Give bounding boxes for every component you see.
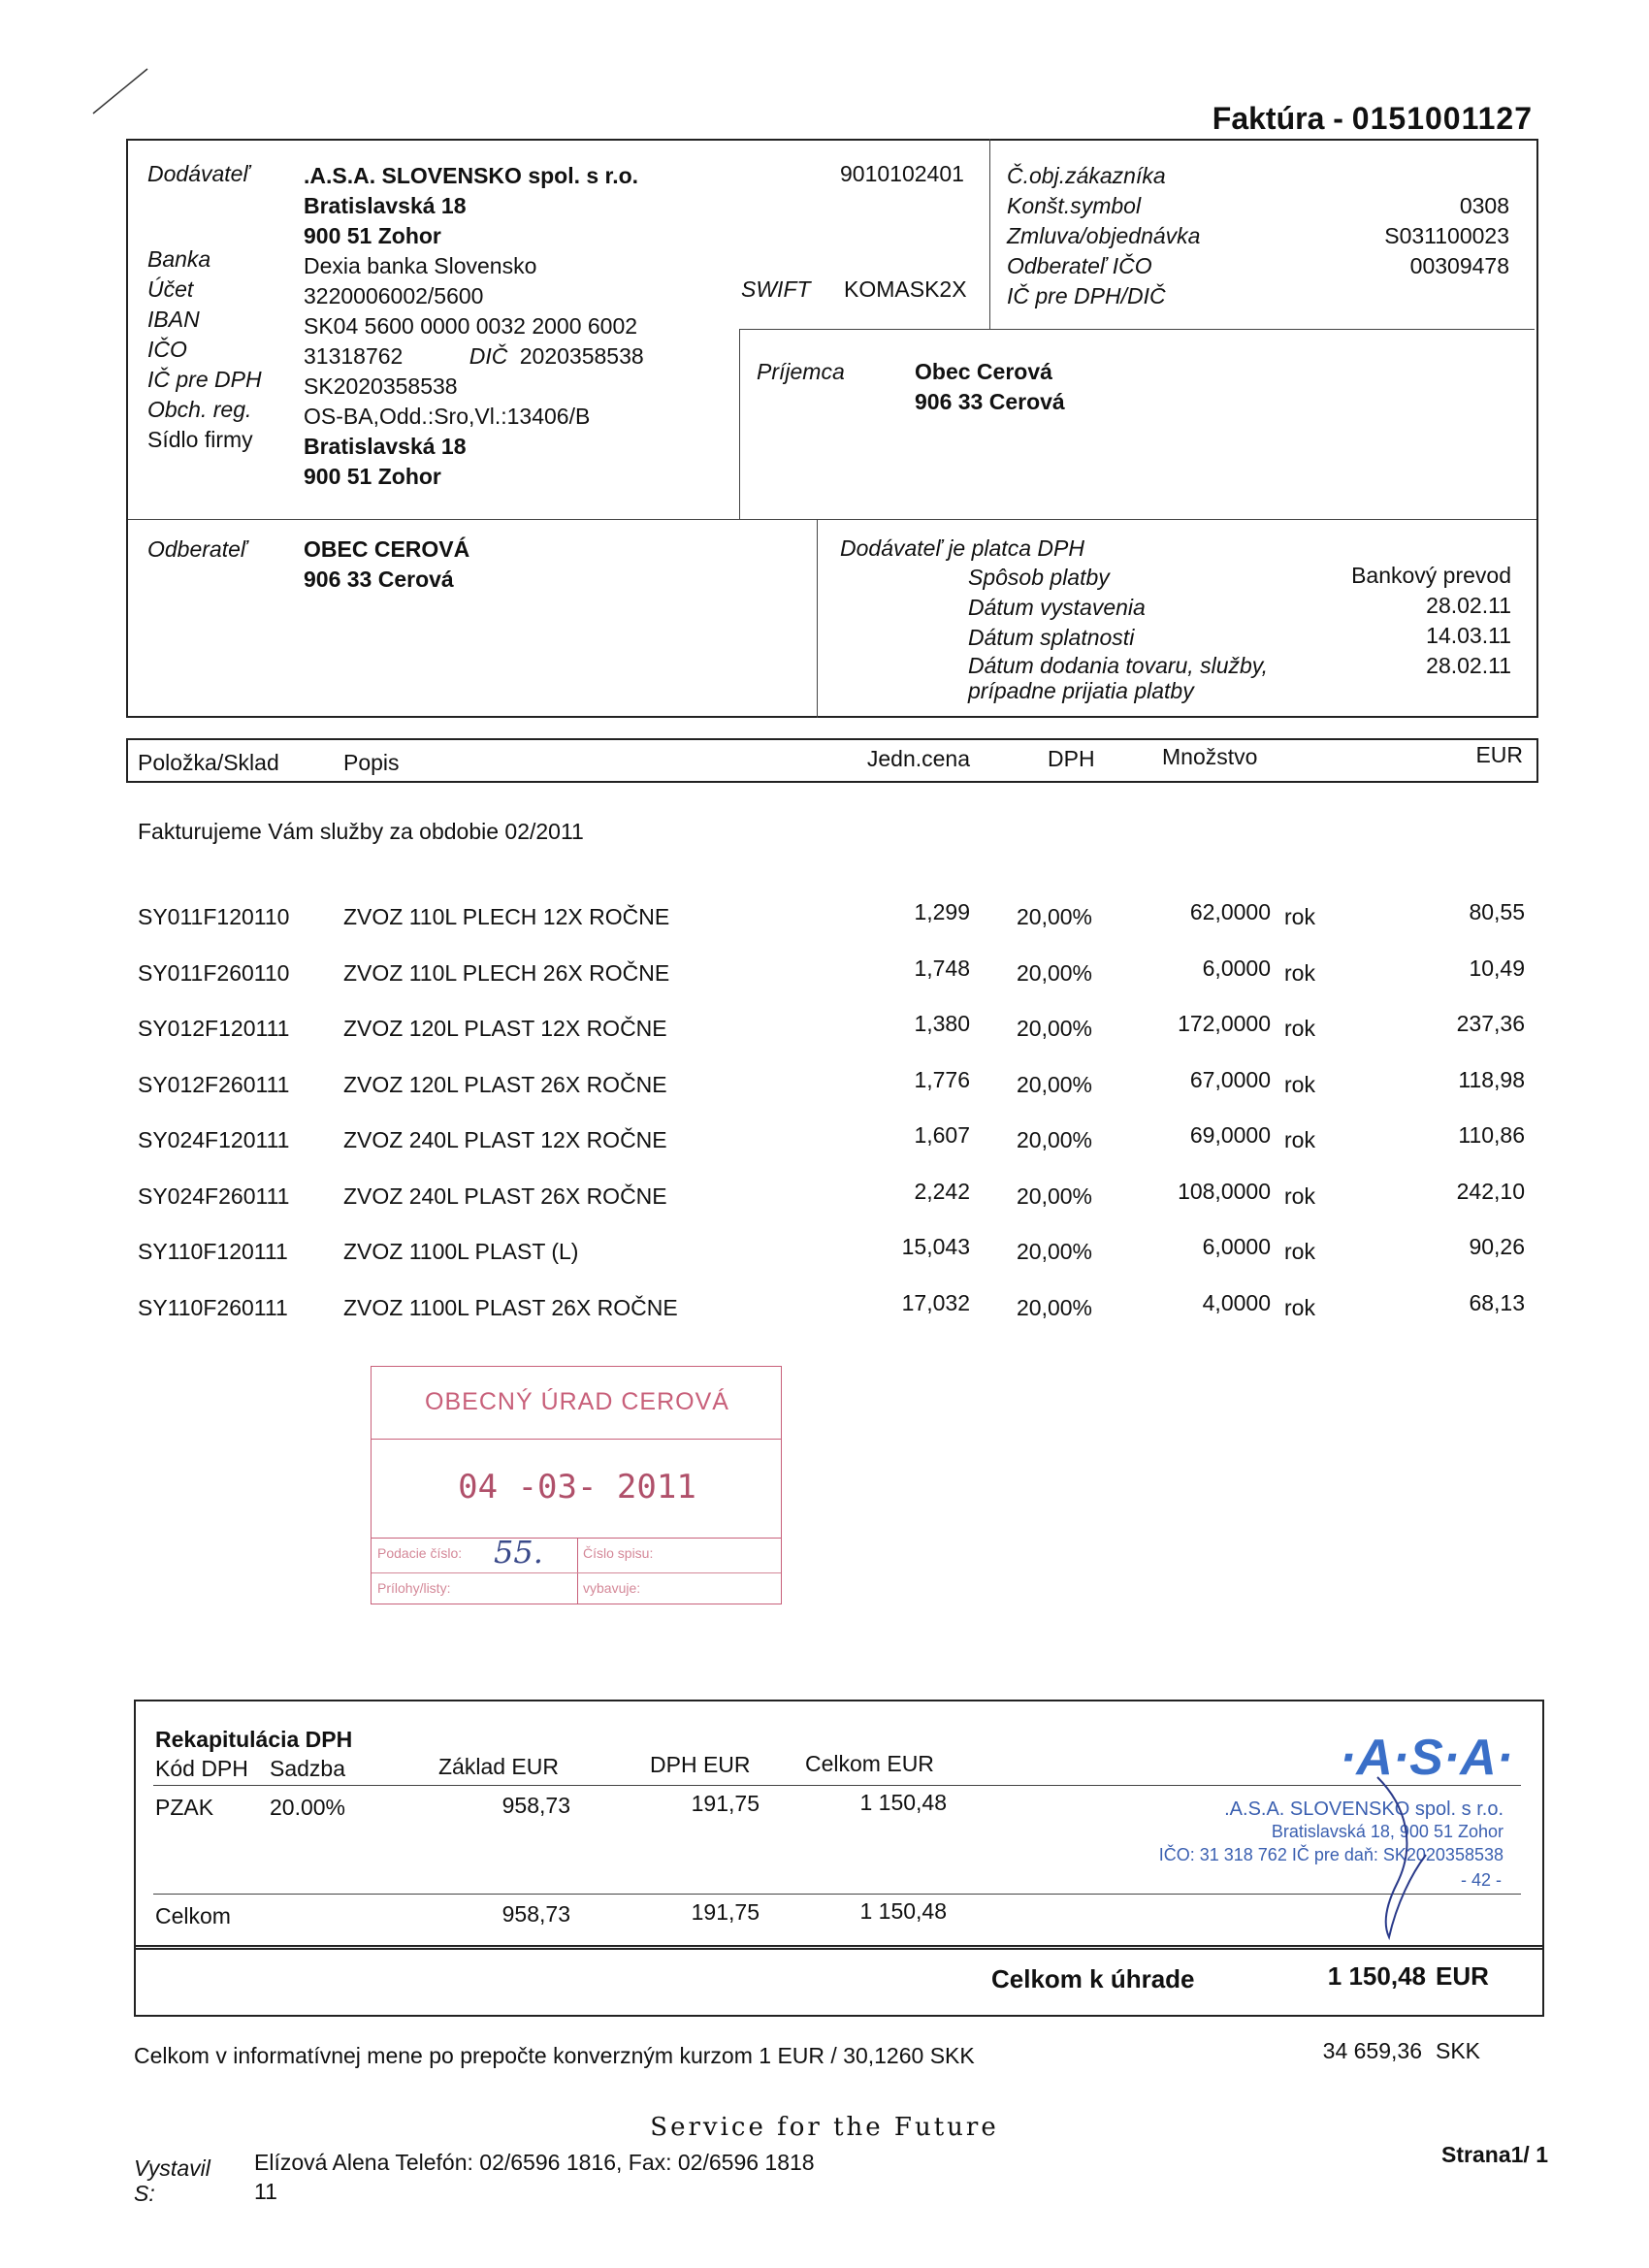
col-item: Položka/Sklad [138, 750, 279, 775]
customer-ico-value: 00309478 [1409, 253, 1509, 278]
footer-slogan: Service for the Future [650, 2113, 999, 2142]
item-total: 237,36 [1456, 1011, 1525, 1036]
vat-h-code: Kód DPH [155, 1756, 248, 1781]
payment-method-value: Bankový prevod [1351, 563, 1511, 588]
recipient-address: 906 33 Cerová [915, 389, 1065, 414]
item-quantity: 172,0000 [1178, 1011, 1271, 1036]
invoice-title-label: Faktúra - [1212, 101, 1343, 136]
conversion-currency: SKK [1436, 2038, 1481, 2063]
header-divider-h2 [128, 519, 1536, 520]
supplier-code: 9010102401 [840, 161, 964, 186]
col-unit-price: Jedn.cena [866, 746, 970, 771]
stamp-office: OBECNÝ ÚRAD CEROVÁ [425, 1388, 729, 1415]
item-description: ZVOZ 1100L PLAST (L) [343, 1239, 579, 1264]
item-unit: rok [1284, 1239, 1315, 1264]
item-quantity: 62,0000 [1189, 899, 1271, 924]
supplier-street: Bratislavská 18 [304, 193, 467, 218]
seat-street: Bratislavská 18 [304, 434, 467, 459]
issue-date-value: 28.02.11 [1426, 593, 1511, 618]
item-unit-price: 1,748 [914, 955, 970, 981]
item-description: ZVOZ 1100L PLAST 26X ROČNE [343, 1294, 678, 1320]
item-total: 10,49 [1469, 955, 1525, 981]
page-number: Strana1/ 1 [1441, 2142, 1548, 2167]
item-unit: rok [1284, 904, 1315, 929]
company-stamp-logo: ·A·S·A· [1339, 1730, 1513, 1786]
item-vat: 20,00% [1017, 904, 1093, 929]
item-code: SY012F260111 [138, 1071, 290, 1097]
vat-h-vat: DPH EUR [650, 1752, 751, 1777]
bank-label: Banka [147, 246, 211, 272]
item-unit-price: 1,380 [914, 1011, 970, 1036]
customer-order-value [1384, 161, 1509, 191]
vat-row-code: PZAK [155, 1795, 214, 1820]
col-desc: Popis [343, 750, 400, 775]
item-description: ZVOZ 120L PLAST 12X ROČNE [343, 1016, 667, 1041]
vat-h-base: Základ EUR [438, 1754, 559, 1779]
col-vat: DPH [1048, 746, 1095, 771]
item-unit: rok [1284, 1016, 1315, 1041]
grand-total-label: Celkom k úhrade [991, 1964, 1195, 1993]
item-description: ZVOZ 110L PLECH 12X ROČNE [343, 904, 670, 929]
item-vat: 20,00% [1017, 1127, 1093, 1152]
stamp-reg-label: Podacie číslo: [377, 1545, 463, 1561]
vat-id-label: IČ pre DPH [147, 367, 262, 392]
item-vat: 20,00% [1017, 959, 1093, 986]
item-unit-price: 2,242 [914, 1178, 970, 1204]
due-date-label: Dátum splatnosti [968, 625, 1135, 650]
supplier-label: Dodávateľ [147, 161, 249, 186]
customer-address: 906 33 Cerová [304, 567, 454, 592]
item-code: SY110F120111 [138, 1239, 288, 1264]
item-code: SY110F260111 [138, 1294, 288, 1320]
bank-value: Dexia banka Slovensko [304, 253, 537, 278]
item-unit-price: 1,299 [914, 899, 970, 924]
vat-total-label: Celkom [155, 1903, 231, 1928]
item-unit-price: 1,776 [914, 1066, 970, 1092]
vat-total-vat: 191,75 [691, 1899, 760, 1925]
customer-ico-label: Odberateľ IČO [1007, 253, 1152, 278]
item-vat: 20,00% [1017, 1294, 1093, 1320]
ico-value [304, 341, 644, 372]
item-quantity: 67,0000 [1189, 1066, 1271, 1092]
recipient-block [915, 357, 1065, 417]
stamp-rule-2 [372, 1538, 781, 1539]
ico-label: IČO [147, 337, 187, 362]
account-value: 3220006002/5600 [304, 283, 484, 308]
signature [1339, 1767, 1445, 1942]
items-header [126, 738, 1538, 783]
const-symbol-label: Konšt.symbol [1007, 193, 1142, 218]
item-code: SY011F260110 [138, 959, 290, 986]
trade-reg-label: Obch. reg. [147, 397, 252, 422]
col-eur: EUR [1475, 742, 1523, 767]
delivery-date-label-2: prípadne prijatia platby [968, 678, 1194, 703]
company-stamp-line4: - 42 - [1460, 1870, 1502, 1890]
item-quantity: 108,0000 [1178, 1178, 1271, 1204]
item-vat: 20,00% [1017, 1183, 1093, 1209]
item-code: SY011F120110 [138, 904, 290, 929]
item-unit-price: 17,032 [901, 1289, 970, 1315]
company-stamp-line1: .A.S.A. SLOVENSKO spol. s r.o. [1224, 1798, 1504, 1820]
account-label: Účet [147, 276, 194, 302]
supplier-city: 900 51 Zohor [304, 223, 441, 248]
delivery-date-value: 28.02.11 [1426, 653, 1511, 678]
payment-method-label: Spôsob platby [968, 565, 1110, 590]
item-description: ZVOZ 120L PLAST 26X ROČNE [343, 1071, 667, 1097]
vat-h-total: Celkom EUR [805, 1751, 934, 1776]
seat-label: Sídlo firmy [147, 427, 253, 452]
pen-mark [87, 63, 155, 121]
issued-value-2: 11 [254, 2179, 277, 2204]
item-unit: rok [1284, 959, 1315, 986]
stamp-attach-label: Prílohy/listy: [377, 1580, 451, 1596]
customer-block [304, 535, 469, 595]
order-info-values [1384, 161, 1509, 311]
stamp-rule-3 [372, 1572, 781, 1573]
iban-value: SK04 5600 0000 0032 2000 6002 [304, 313, 638, 339]
vat-row-vat: 191,75 [691, 1791, 760, 1816]
item-unit-price: 1,607 [914, 1122, 970, 1148]
item-description: ZVOZ 240L PLAST 26X ROČNE [343, 1183, 667, 1209]
customer-name: OBEC CEROVÁ [304, 536, 470, 562]
recipient-label: Príjemca [757, 359, 845, 384]
item-code: SY024F260111 [138, 1183, 290, 1209]
issued-value: Elízová Alena Telefón: 02/6596 1816, Fax: 02/6596 1818 [254, 2150, 815, 2175]
grand-total-value: 1 150,48 [1327, 1961, 1426, 1991]
conversion-text: Celkom v informatívnej mene po prepočte konverzným kurzom 1 EUR / 30,1260 SKK [134, 2043, 975, 2068]
item-total: 80,55 [1469, 899, 1525, 924]
stamp-rule [372, 1439, 781, 1440]
stamp-vdivider [577, 1538, 578, 1604]
vat-row-base: 958,73 [501, 1793, 570, 1818]
item-unit-price: 15,043 [901, 1234, 970, 1259]
issued-label: Vystavil [134, 2155, 210, 2181]
invoice-number: 0151001127 [1351, 101, 1533, 136]
payment-values [1351, 561, 1511, 681]
delivery-date-label: Dátum dodania tovaru, služby, [968, 653, 1268, 678]
supplier-field-labels [147, 244, 262, 455]
item-unit: rok [1284, 1127, 1315, 1152]
stamp-date: 04 -03- 2011 [458, 1468, 696, 1507]
vat-total-base: 958,73 [501, 1901, 570, 1927]
trade-reg-value: OS-BA,Odd.:Sro,Vl.:13406/B [304, 404, 591, 429]
item-quantity: 6,0000 [1202, 955, 1271, 981]
invoice-title [1212, 101, 1533, 137]
item-total: 242,10 [1456, 1178, 1525, 1204]
customer-order-label: Č.obj.zákazníka [1007, 163, 1166, 188]
vat-row-total: 1 150,48 [859, 1790, 947, 1815]
col-qty: Množstvo [1162, 744, 1258, 769]
header-divider-v2 [739, 329, 740, 519]
item-description: ZVOZ 240L PLAST 12X ROČNE [343, 1127, 667, 1152]
contract-label: Zmluva/objednávka [1007, 223, 1201, 248]
payment-labels [968, 563, 1268, 703]
vat-h-rate: Sadzba [270, 1756, 346, 1781]
company-stamp [1057, 1729, 1523, 1903]
header-divider-v3 [817, 519, 818, 718]
header-divider-v1 [989, 139, 990, 329]
item-description: ZVOZ 110L PLECH 26X ROČNE [343, 959, 670, 986]
item-total: 90,26 [1469, 1234, 1525, 1259]
due-date-value: 14.03.11 [1426, 623, 1511, 648]
item-vat: 20,00% [1017, 1016, 1093, 1041]
stamp-file-label: Číslo spisu: [583, 1545, 654, 1561]
vat-row-rate: 20.00% [270, 1795, 346, 1820]
stamp-handles-label: vybavuje: [583, 1580, 641, 1596]
vat-total-total: 1 150,48 [859, 1898, 947, 1924]
item-unit: rok [1284, 1071, 1315, 1097]
issued-label-2: S: [134, 2181, 155, 2206]
item-unit: rok [1284, 1183, 1315, 1209]
header-divider-h1 [739, 329, 1535, 330]
grand-total-currency: EUR [1436, 1961, 1489, 1991]
stamp-reg-value: 55. [494, 1534, 543, 1571]
item-vat: 20,00% [1017, 1239, 1093, 1264]
vat-id-value: SK2020358538 [304, 373, 458, 399]
customer-vat-value [1384, 281, 1509, 311]
iban-label: IBAN [147, 307, 200, 332]
conversion-value: 34 659,36 [1322, 2038, 1422, 2063]
seat-city: 900 51 Zohor [304, 464, 441, 489]
ico-number: 31318762 [304, 343, 404, 369]
item-vat: 20,00% [1017, 1071, 1093, 1097]
item-total: 68,13 [1469, 1289, 1525, 1315]
item-code: SY012F120111 [138, 1016, 290, 1041]
customer-label: Odberateľ [147, 536, 247, 562]
supplier-values [304, 161, 644, 492]
item-unit: rok [1284, 1294, 1315, 1320]
order-info-labels [1007, 161, 1200, 311]
company-stamp-line2: Bratislavská 18, 900 51 Zohor [1271, 1822, 1504, 1841]
item-quantity: 4,0000 [1202, 1289, 1271, 1315]
issue-date-label: Dátum vystavenia [968, 595, 1146, 620]
dic-value: 2020358538 [519, 343, 644, 369]
vat-summary-title: Rekapitulácia DPH [155, 1727, 353, 1752]
item-total: 110,86 [1458, 1122, 1525, 1148]
swift-label: SWIFT [741, 276, 811, 302]
item-total: 118,98 [1458, 1066, 1525, 1092]
company-stamp-line3: IČO: 31 318 762 IČ pre daň: SK2020358538 [1158, 1845, 1504, 1864]
intro-text: Fakturujeme Vám služby za obdobie 02/2011 [138, 819, 584, 844]
vat-payer-note: Dodávateľ je platca DPH [840, 535, 1084, 561]
item-quantity: 69,0000 [1189, 1122, 1271, 1148]
supplier-name: .A.S.A. SLOVENSKO spol. s r.o. [304, 163, 639, 188]
contract-value: S031100023 [1384, 223, 1509, 248]
customer-vat-label: IČ pre DPH/DIČ [1007, 283, 1166, 308]
dic-label: DIČ [469, 343, 508, 369]
item-code: SY024F120111 [138, 1127, 290, 1152]
item-quantity: 6,0000 [1202, 1234, 1271, 1259]
recipient-name: Obec Cerová [915, 359, 1052, 384]
received-stamp [371, 1366, 782, 1604]
swift-value: KOMASK2X [844, 276, 967, 302]
const-symbol-value: 0308 [1459, 193, 1509, 218]
